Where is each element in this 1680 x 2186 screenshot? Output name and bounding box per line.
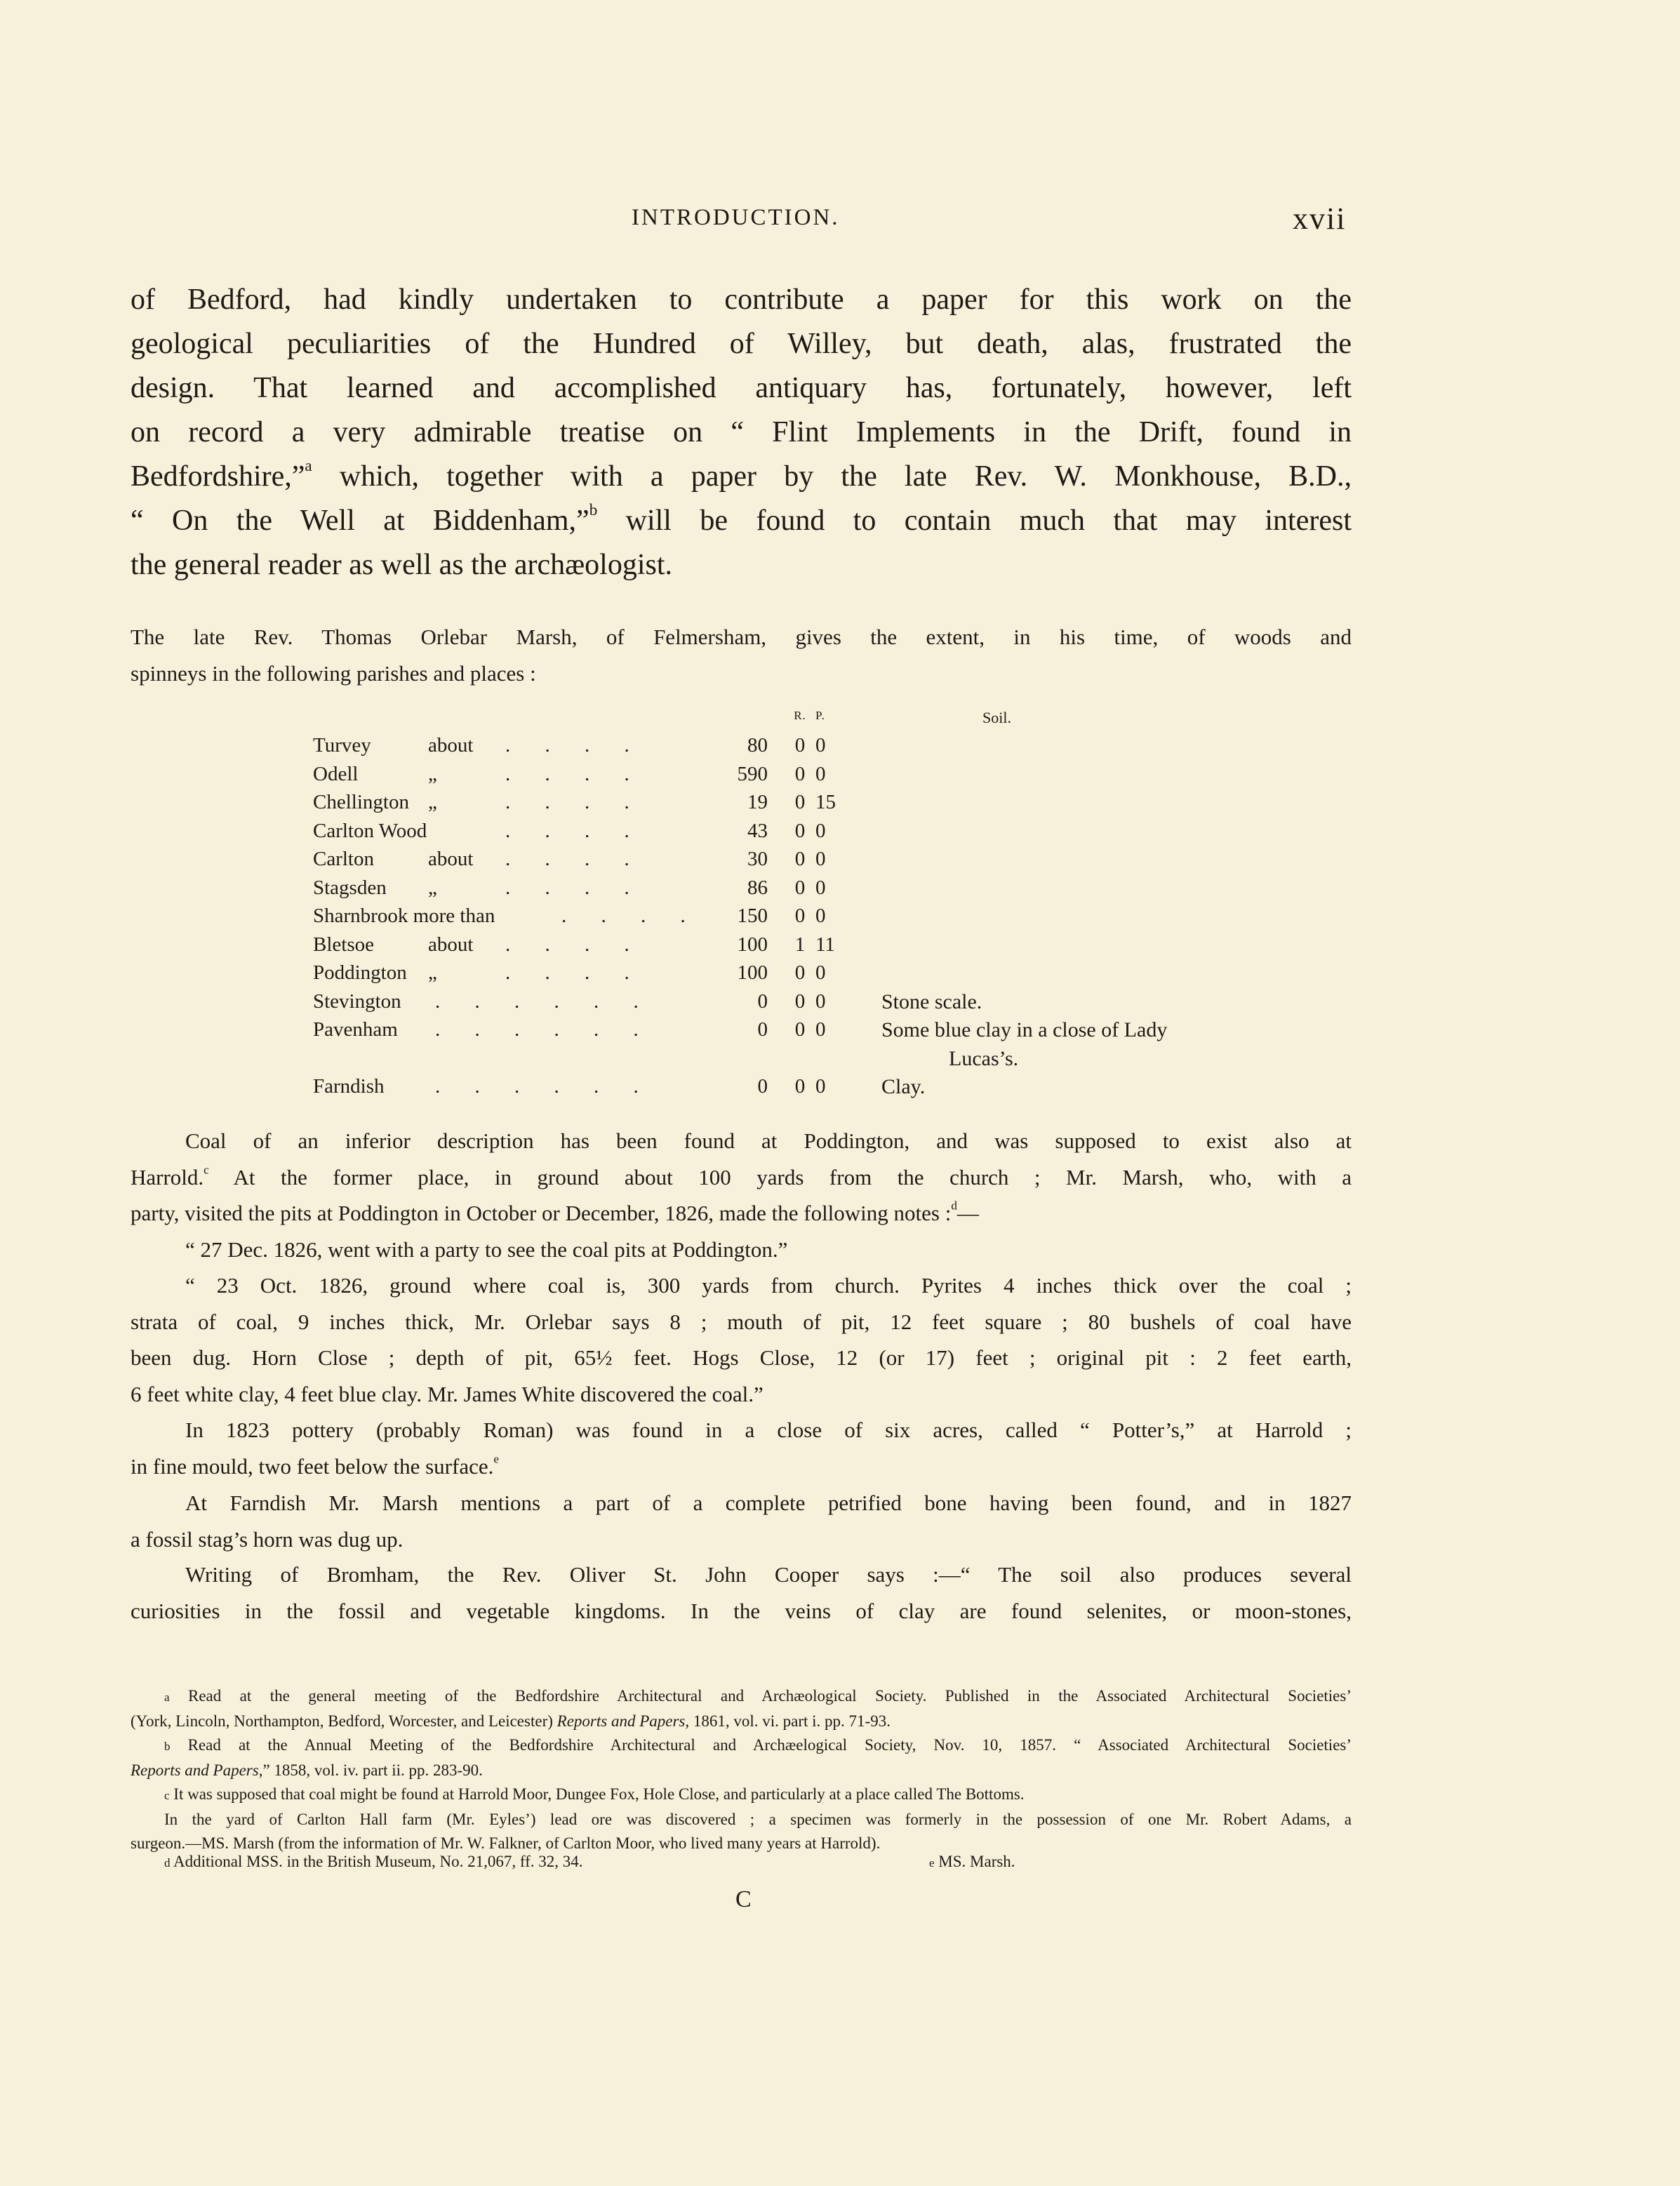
acres-value: 100 — [737, 933, 768, 956]
acres-value: 0 — [757, 1075, 768, 1098]
table-row — [0, 877, 1680, 905]
text-line — [131, 1448, 1352, 1485]
leader-dots: . . . . — [505, 933, 644, 956]
table-row — [0, 734, 1680, 762]
soil-note: Clay. — [881, 1075, 926, 1098]
text-fragment: (York, Lincoln, Northampton, Bedford, Worcester, and Leicester) — [131, 1712, 557, 1730]
text-line: on record a very admirable treatise on “ Flint Implements in the Drift, found in — [131, 416, 1352, 448]
acres-value: 19 — [747, 791, 768, 813]
table-row — [0, 990, 1680, 1018]
footnote-marker: a — [164, 1691, 170, 1704]
text-fragment: Reports and Papers — [131, 1761, 259, 1779]
text-line: spinneys in the following parishes and places : — [131, 660, 536, 686]
table-row — [0, 905, 1680, 933]
text-fragment: Bedfordshire,” — [131, 460, 305, 493]
perches-value: 0 — [815, 819, 826, 842]
leader-dots: . . . . . . — [435, 1075, 653, 1098]
acres-value: 30 — [747, 848, 768, 870]
perches-value: 11 — [815, 933, 835, 956]
place-qualifier: about — [428, 848, 474, 870]
text-fragment: — — [956, 1201, 979, 1225]
leader-dots: . . . . . . — [435, 1018, 653, 1041]
place-name: Farndish — [313, 1075, 385, 1098]
table-row — [0, 961, 1680, 989]
roods-value: 0 — [794, 791, 806, 813]
text-line: “ 27 Dec. 1826, went with a party to see the coal pits at Poddington.” — [185, 1237, 788, 1262]
text-fragment: It was supposed that coal might be found at Harrold Moor, Dungee Fox, Hole Close, and particularly at a place called The Bottoms. — [173, 1785, 1025, 1803]
running-header: INTRODUCTION. — [632, 205, 840, 230]
footnote-c-line: In the yard of Carlton Hall farm (Mr. Eyles’) lead ore was discovered ; a specimen was formerly in the possession of one Mr. Robert Adams, a — [164, 1811, 1352, 1828]
quote-dec-1826 — [131, 1232, 1352, 1268]
footnote-c-line: surgeon.—MS. Marsh (from the information of Mr. W. Falkner, of Carlton Moor, who lived many years at Harrold). — [131, 1834, 881, 1852]
text-line: the general reader as well as the archæologist. — [131, 549, 673, 581]
leader-dots: . . . . — [505, 734, 644, 757]
text-line — [131, 1195, 1352, 1232]
place-name: Chellington — [313, 791, 409, 813]
roods-value: 0 — [794, 961, 806, 984]
table-row — [0, 763, 1680, 791]
text-fragment: party, visited the pits at Poddington in October or December, 1826, made the following notes : — [131, 1201, 952, 1225]
table-row — [0, 791, 1680, 819]
roods-value: 1 — [794, 933, 806, 956]
table-row — [0, 848, 1680, 876]
footnote-ref: d — [951, 1199, 957, 1213]
place-qualifier: „ — [428, 762, 437, 785]
leader-dots: . . . . . . — [435, 989, 653, 1013]
footnote-d — [164, 1853, 583, 1871]
intro-paragraph — [131, 278, 1352, 587]
footnotes — [131, 1684, 1352, 1855]
place-name: Pavenham — [313, 1018, 398, 1041]
place-name: Carlton Wood — [313, 819, 427, 842]
place-name: Carlton — [313, 848, 374, 870]
text-fragment: “ On the Well at Biddenham,” — [131, 505, 589, 537]
place-qualifier: „ — [428, 791, 437, 813]
acres-value: 0 — [757, 1018, 768, 1041]
table-row — [0, 1075, 1680, 1103]
text-line: “ 23 Oct. 1826, ground where coal is, 300 yards from church. Pyrites 4 inches thick over the coal ; — [185, 1273, 1352, 1298]
roods-value: 0 — [794, 1018, 806, 1041]
text-line: geological peculiarities of the Hundred of Willey, but death, alas, frustrated the — [131, 328, 1352, 360]
perches-value: 0 — [815, 961, 826, 984]
place-name: Stagsden — [313, 876, 387, 899]
roods-value: 0 — [794, 905, 806, 927]
soil-note-continued: Lucas’s. — [949, 1046, 1019, 1070]
text-fragment: Read at the general meeting of the Bedfordshire Architectural and Archæological Society. Published in the Associated Architectural Societies’ — [187, 1687, 1352, 1705]
text-line: strata of coal, 9 inches thick, Mr. Orlebar says 8 ; mouth of pit, 12 feet square ; 80 bushels of coal have — [131, 1309, 1352, 1334]
perches-value: 0 — [815, 1018, 826, 1041]
col-header-soil: Soil. — [982, 709, 1011, 726]
acres-value: 86 — [747, 876, 768, 899]
quote-oct-1826 — [131, 1267, 1352, 1412]
pottery-paragraph — [131, 1412, 1352, 1484]
table-row — [0, 1018, 1680, 1046]
text-fragment: will be found to contain much that may interest — [625, 505, 1352, 537]
leader-dots: . . . . — [505, 848, 644, 870]
text-fragment: Reports and Papers — [556, 1712, 686, 1730]
footnote-b-line — [131, 1733, 1352, 1759]
col-header-perches: P. — [815, 709, 825, 722]
footnote-a-line — [131, 1684, 1352, 1710]
text-fragment: which, together with a paper by the late Rev. W. Monkhouse, B.D., — [339, 460, 1352, 493]
text-line: a fossil stag’s horn was dug up. — [131, 1526, 404, 1552]
place-qualifier: „ — [428, 876, 437, 899]
text-line — [131, 455, 1352, 499]
place-name: Sharnbrook more than — [313, 905, 495, 927]
footnote-marker: c — [164, 1789, 170, 1802]
soil-note: Some blue clay in a close of Lady — [881, 1018, 1168, 1041]
text-fragment: Read at the Annual Meeting of the Bedfordshire Architectural and Archæelogical Society, Nov. 10, 1857. “ Associated Architectural Societies’ — [187, 1736, 1352, 1754]
text-fragment: ,” 1858, vol. iv. part ii. pp. 283-90. — [258, 1761, 483, 1779]
coal-paragraph — [131, 1123, 1352, 1232]
footnote-b-line — [131, 1759, 1352, 1782]
place-name: Bletsoe — [313, 933, 374, 956]
text-fragment: Harrold. — [131, 1164, 204, 1189]
text-line: The late Rev. Thomas Orlebar Marsh, of Felmersham, gives the extent, in his time, of woods and — [131, 625, 1352, 649]
acres-value: 43 — [747, 819, 768, 842]
place-name: Turvey — [313, 734, 371, 757]
text-line: At Farndish Mr. Marsh mentions a part of a complete petrified bone having been found, and in 1827 — [185, 1491, 1352, 1515]
perches-value: 0 — [815, 905, 826, 927]
place-qualifier: „ — [428, 961, 437, 984]
leader-dots: . . . . — [505, 876, 644, 899]
perches-value: 0 — [815, 848, 826, 870]
roods-value: 0 — [794, 762, 806, 785]
acres-value: 590 — [737, 762, 768, 785]
place-name: Poddington — [313, 961, 407, 984]
leader-dots: . . . . — [505, 819, 644, 842]
soil-note: Stone scale. — [881, 989, 982, 1013]
bromham-paragraph — [131, 1557, 1352, 1629]
place-qualifier: about — [428, 734, 474, 757]
text-line: of Bedford, had kindly undertaken to contribute a paper for this work on the — [131, 284, 1352, 316]
text-line: been dug. Horn Close ; depth of pit, 65½ feet. Hogs Close, 12 (or 17) feet ; original pit : 2 feet earth, — [131, 1345, 1352, 1370]
perches-value: 0 — [815, 1075, 826, 1098]
leader-dots: . . . . — [505, 791, 644, 813]
text-line: design. That learned and accomplished antiquary has, fortunately, however, left — [131, 372, 1352, 404]
text-fragment: At the former place, in ground about 100 yards from the church ; Mr. Marsh, who, with a — [208, 1164, 1352, 1189]
text-line: Coal of an inferior description has been found at Poddington, and was supposed to exist also at — [185, 1128, 1352, 1153]
roods-value: 0 — [794, 876, 806, 899]
text-fragment: MS. Marsh. — [938, 1853, 1015, 1870]
perches-value: 0 — [815, 989, 826, 1013]
footnote-a-line — [131, 1710, 1352, 1733]
text-line: 6 feet white clay, 4 feet blue clay. Mr. James White discovered the coal.” — [131, 1381, 764, 1406]
footnote-ref: b — [589, 500, 598, 519]
col-header-roods: R. — [794, 709, 806, 722]
marsh-intro-paragraph — [131, 619, 1352, 691]
text-fragment: in fine mould, two feet below the surface. — [131, 1453, 494, 1479]
page-number: xvii — [1293, 201, 1347, 236]
footnote-ref: e — [493, 1452, 499, 1466]
place-qualifier: about — [428, 933, 474, 956]
text-line — [131, 1159, 1352, 1196]
perches-value: 0 — [815, 734, 826, 757]
place-name: Stevington — [313, 989, 401, 1013]
footnote-c-line — [131, 1782, 1352, 1808]
leader-dots: . . . . — [505, 961, 644, 984]
signature-mark: C — [735, 1886, 752, 1912]
leader-dots: . . . . — [561, 905, 700, 927]
acres-value: 150 — [737, 905, 768, 927]
perches-value: 0 — [815, 876, 826, 899]
acres-value: 100 — [737, 961, 768, 984]
roods-value: 0 — [794, 819, 806, 842]
perches-value: 15 — [815, 791, 836, 813]
roods-value: 0 — [794, 989, 806, 1013]
roods-value: 0 — [794, 734, 806, 757]
farndish-paragraph — [131, 1485, 1352, 1557]
text-line: In 1823 pottery (probably Roman) was found in a close of six acres, called “ Potter’s,” at Harrold ; — [185, 1418, 1352, 1442]
footnote-marker: e — [929, 1856, 935, 1870]
table-row — [0, 933, 1680, 961]
acres-value: 80 — [747, 734, 768, 757]
footnote-ref: c — [204, 1163, 209, 1177]
roods-value: 0 — [794, 1075, 806, 1098]
text-line — [131, 499, 1352, 543]
text-fragment: Additional MSS. in the British Museum, No. 21,067, ff. 32, 34. — [173, 1853, 583, 1870]
table-row — [0, 820, 1680, 848]
leader-dots: . . . . — [505, 762, 644, 785]
perches-value: 0 — [815, 762, 826, 785]
table-row-continuation — [0, 1047, 1680, 1075]
place-name: Odell — [313, 762, 359, 785]
footnote-marker: b — [164, 1740, 171, 1753]
text-fragment: , 1861, vol. vi. part i. pp. 71-93. — [685, 1712, 891, 1730]
footnote-ref: a — [305, 456, 312, 475]
roods-value: 0 — [794, 848, 806, 870]
footnote-e — [929, 1853, 1015, 1871]
text-line: Writing of Bromham, the Rev. Oliver St. John Cooper says :—“ The soil also produces several — [185, 1562, 1352, 1587]
text-line: curiosities in the fossil and vegetable kingdoms. In the veins of clay are found selenites, or moon-stones, — [131, 1598, 1352, 1623]
acres-value: 0 — [757, 989, 768, 1013]
footnote-marker: d — [164, 1856, 171, 1870]
